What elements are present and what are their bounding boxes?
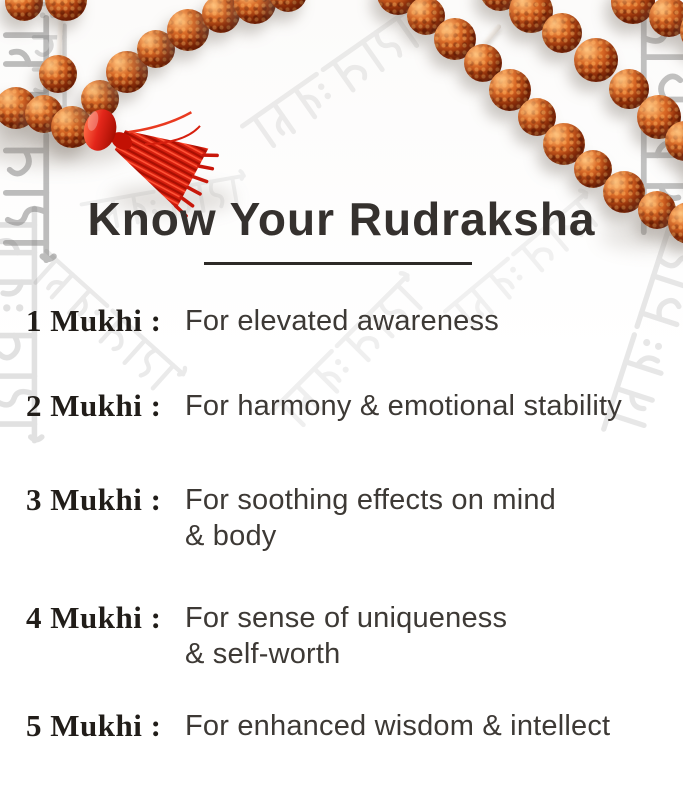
description-line: & body [185, 520, 277, 552]
mukhi-label: 3 Mukhi : [26, 482, 162, 517]
rudraksha-bead [45, 0, 87, 21]
rudraksha-bead [574, 38, 618, 82]
mukhi-description [185, 303, 675, 339]
description-line: For sense of uniqueness [185, 602, 508, 634]
rudraksha-bead [5, 0, 43, 21]
description-line: For enhanced wisdom & intellect [185, 710, 611, 742]
mukhi-description [185, 388, 675, 424]
rudraksha-bead [649, 0, 683, 37]
rudraksha-bead [542, 13, 582, 53]
description-line: For soothing effects on mind [185, 484, 556, 516]
mala-string [483, 23, 502, 45]
description-line: & self-worth [185, 638, 341, 670]
description-line: For elevated awareness [185, 305, 499, 337]
rudraksha-bead [39, 55, 77, 93]
mukhi-label: 5 Mukhi : [26, 708, 162, 743]
devanagari-watermark-text [234, 0, 436, 163]
mukhi-label: 2 Mukhi : [26, 388, 162, 423]
page-title: Know Your Rudraksha [87, 193, 596, 245]
mukhi-description [185, 600, 675, 672]
mukhi-description [185, 708, 675, 744]
description-line: For harmony & emotional stability [185, 390, 622, 422]
title-underline [204, 262, 472, 265]
mukhi-label: 4 Mukhi : [26, 600, 162, 635]
mukhi-label: 1 Mukhi : [26, 303, 162, 338]
rudraksha-bead [234, 0, 276, 24]
mukhi-description [185, 482, 675, 554]
